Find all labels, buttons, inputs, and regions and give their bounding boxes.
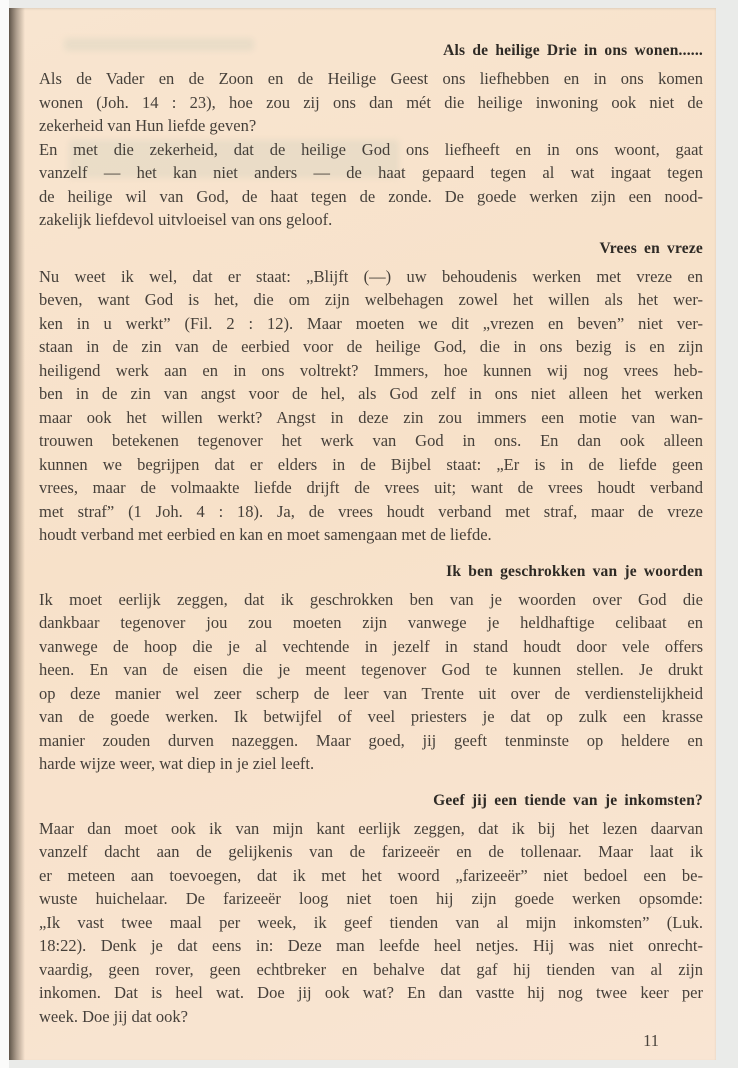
- text-line: beven, want God is het, die om zijn welbehagen zowel het willen als het wer-: [39, 290, 703, 309]
- text-line: ken in u werkt” (Fil. 2 : 12). Maar moeten we dit „vrezen en beven” niet ver-: [39, 313, 703, 333]
- text-line: En met die zekerheid, dat de heilige God ons liefheeft en in ons woont, gaat: [39, 139, 703, 159]
- text-line: Ik moet eerlijk zeggen, dat ik geschrokken ben van je woorden over God die: [39, 589, 703, 609]
- paragraph: [39, 67, 703, 138]
- text-line: Maar dan moet ook ik van mijn kant eerlijk zeggen, dat ik bij het lezen daarvan: [39, 818, 703, 838]
- text-line: vanzelf — het kan niet anders — de haat gepaard tegen al wat ingaat tegen: [39, 163, 703, 182]
- text-line: vrees, maar de volmaakte liefde drijft de vrees uit; want de vrees houdt verband: [39, 478, 703, 497]
- text-line: Nu weet ik wel, dat er staat: „Blijft (—) uw behoudenis werken met vreze en: [39, 266, 703, 286]
- paragraph: [39, 265, 703, 547]
- text-line: Als de Vader en de Zoon en de Heilige Geest ons liefhebben en in ons komen: [39, 69, 703, 88]
- text-line: week. Doe jij dat ook?: [39, 1006, 188, 1026]
- text-line: ben in de zin van angst voor de hel, als God zelf in ons niet alleen het werken: [39, 384, 703, 403]
- paragraph: [39, 138, 703, 232]
- text-line: vaardig, geen rover, geen echtbreker en behalve dat gaf hij tienden van al zijn: [39, 959, 703, 979]
- text-line: houdt verband met eerbied en kan en moet samengaan met de liefde.: [39, 525, 492, 544]
- text-line: van de goede werken. Ik betwijfel of veel priesters je dat op zulk een krasse: [39, 707, 703, 726]
- text-line: harde wijze weer, wat diep in je ziel leeft.: [39, 754, 315, 773]
- section-fear: [39, 240, 703, 547]
- section-trinity: [39, 42, 703, 232]
- text-line: kunnen we begrijpen dat er elders in de Bijbel staat: „Er is in de liefde geen: [39, 454, 703, 474]
- book-page: [9, 8, 716, 1060]
- section-heading: Ik ben geschrokken van je woorden: [446, 562, 703, 580]
- page-text: [39, 42, 703, 1050]
- text-line: wuste huichelaar. De farizeeër loog niet toen hij zijn goede werken opsomde:: [39, 889, 703, 908]
- section-shocked: [39, 563, 703, 776]
- text-line: 18:22). Denk je dat eens in: Deze man leefde heel netjes. Hij was niet onrecht-: [39, 936, 703, 955]
- text-line: met straf” (1 Joh. 4 : 18). Ja, de vrees houdt verband met straf, maar de vreze: [39, 501, 703, 521]
- text-line: trouwen betekenen tegenover het werk van God in ons. En dan ook alleen: [39, 431, 703, 450]
- scanner-edge-left: [0, 0, 9, 1068]
- paragraph: [39, 817, 703, 1029]
- text-line: dankbaar tegenover jou zou moeten zijn vanwege je heldhaftige celibaat en: [39, 613, 703, 632]
- section-heading: Vrees en vreze: [599, 239, 703, 257]
- section-tithe: [39, 792, 703, 1029]
- text-line: wonen (Joh. 14 : 23), hoe zou zij ons dan mét die heilige inwoning ook niet de: [39, 92, 703, 112]
- page-number: 11: [643, 1031, 659, 1050]
- text-line: de heilige wil van God, de haat tegen de zonde. De goede werken zijn een nood-: [39, 186, 703, 206]
- text-line: er meteen aan toevoegen, dat ik met het woord „farizeeër” niet bedoel een be-: [39, 865, 703, 885]
- text-line: zakelijk liefdevol uitvloeisel van ons geloof.: [39, 210, 333, 229]
- text-line: op deze manier wel zeer scherp de leer van Trente uit over de verdienstelijkheid: [39, 683, 703, 703]
- binding-shadow: [9, 8, 25, 1060]
- section-heading: Als de heilige Drie in ons wonen......: [443, 42, 703, 59]
- text-line: inkomen. Dat is heel wat. Doe jij ook wat? En dan vastte hij nog twee keer per: [39, 983, 703, 1002]
- text-line: heen. En van de eisen die je meent tegenover God te kunnen stellen. Je drukt: [39, 660, 703, 679]
- text-line: heiligend werk aan en in ons voltrekt? Immers, hoe kunnen wij nog vrees heb-: [39, 360, 703, 380]
- text-line: „Ik vast twee maal per week, ik geef tienden van al mijn inkomsten” (Luk.: [39, 912, 703, 932]
- paragraph: [39, 588, 703, 776]
- text-line: vanwege de hoop die je al vechtende in jezelf in stand houdt door vele offers: [39, 636, 703, 656]
- text-line: zekerheid van Hun liefde geven?: [39, 116, 257, 135]
- text-line: maar ook het willen werkt? Angst in deze zin zou immers een motie van wan-: [39, 407, 703, 427]
- text-line: manier zouden durven nazeggen. Maar goed, jij geeft tenminste op heldere en: [39, 730, 703, 750]
- section-heading: Geef jij een tiende van je inkomsten?: [433, 791, 703, 809]
- text-line: vanzelf dacht aan de gelijkenis van de farizeeër en de tollenaar. Maar laat ik: [39, 842, 703, 861]
- text-line: staan in de zin van de eerbied voor de heilige God, die in ons bezig is en zijn: [39, 337, 703, 356]
